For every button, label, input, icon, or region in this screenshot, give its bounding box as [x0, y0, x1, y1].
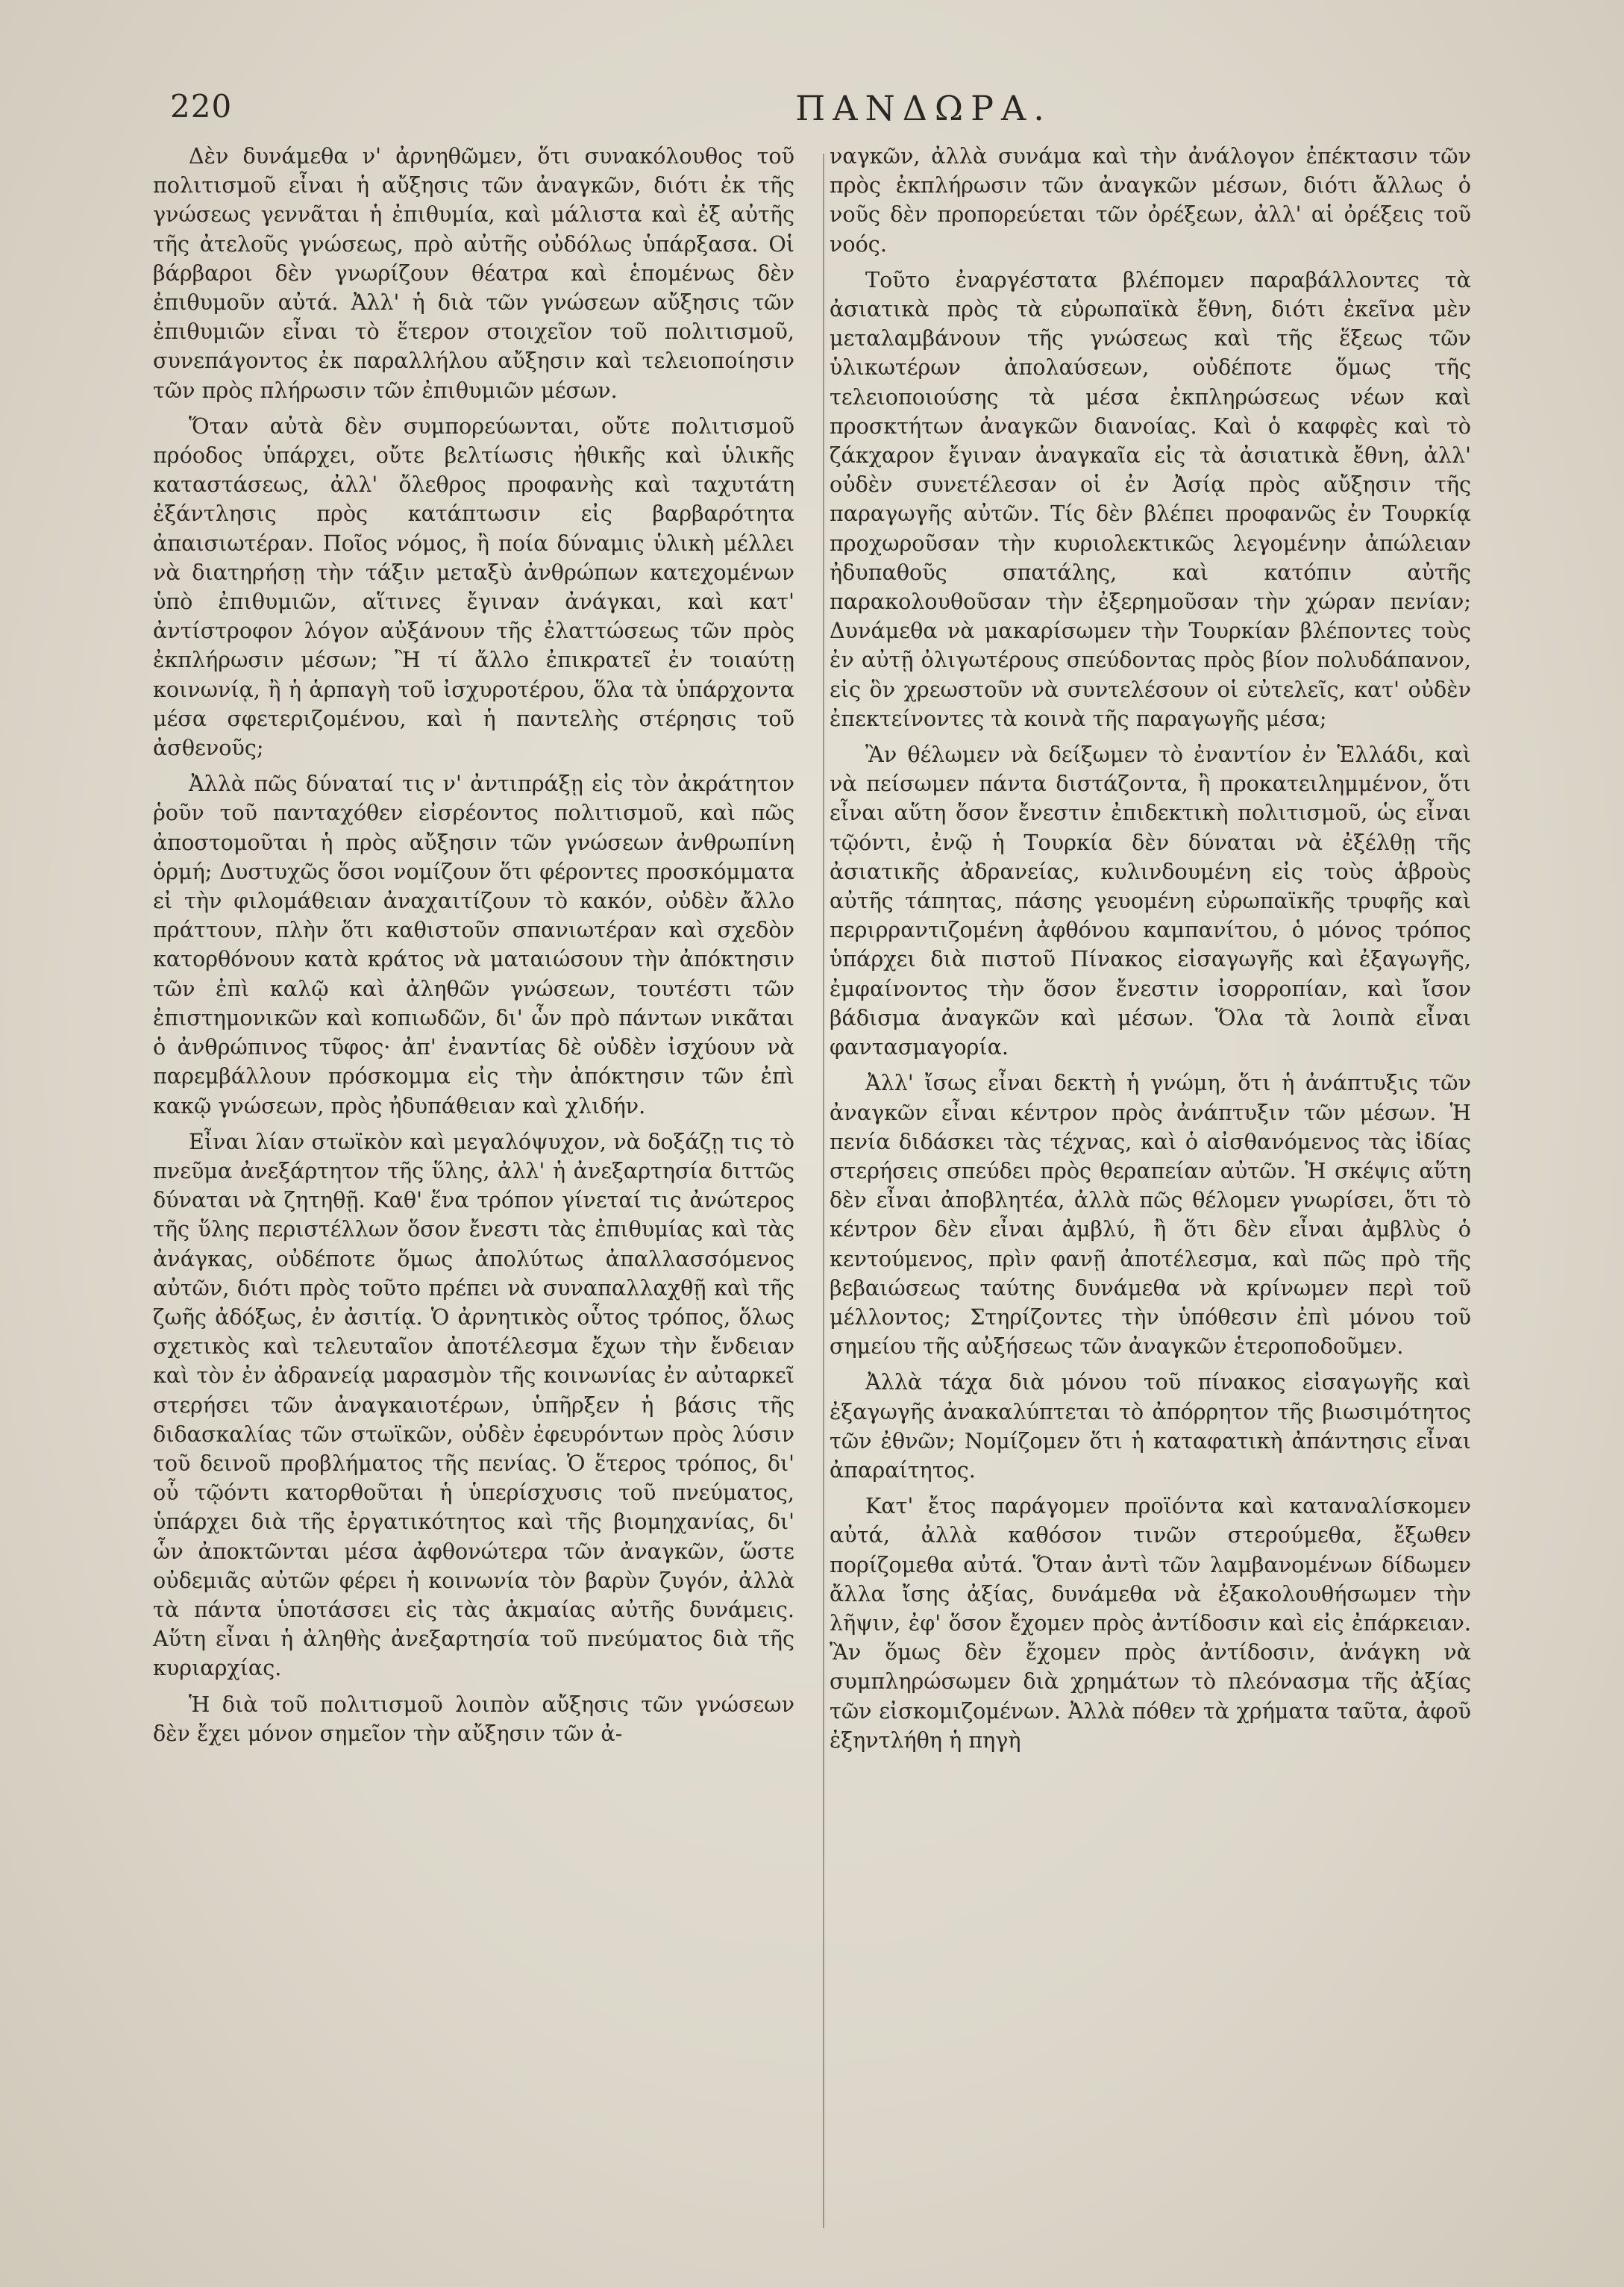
paragraph: Ἡ διὰ τοῦ πολιτισμοῦ λοιπὸν αὔξησις τῶν γνώσεων δὲν ἔχει μόνον σημεῖον τὴν αὔξησιν τῶν ἀ- [153, 1691, 794, 1746]
running-title: ΠΑΝΔΩΡΑ. [795, 88, 1052, 128]
paragraph: Εἶναι λίαν στωϊκὸν καὶ μεγαλόψυχον, νὰ δοξάζῃ τις τὸ πνεῦμα ἀνεξάρτητον τῆς ὕλης, ἀλλ' ἡ ἀνεξαρτησία διττῶς δύναται νὰ ζητηθῇ. Καθ' ἕνα τρόπον γίνεταί τις ἀνώτερος τῆς ὕλης περιστέλλων ὅσον ἔνεστι τὰς ἐπιθυμίας καὶ τὰς ἀνάγκας, οὐδέποτε ὅμως ἀπολύτως ἀπαλλασσόμενος αὐτῶν, διότι πρὸς τοῦτο πρέπει νὰ συναπαλλαχθῇ καὶ τῆς ζωῆς ἀδόξως, ἐν ἀσιτίᾳ. Ὁ ἀρνητικὸς οὗτος τρόπος, ὅλως σχετικὸς καὶ τελευταῖον ἀποτέλεσμα ἔχων τὴν ἔνδειαν καὶ τὸν ἐν ἀδρανείᾳ μαρασμὸν τῆς κοινωνίας ἐν αὐταρκεῖ στερήσει τῶν ἀναγκαιοτέρων, ὑπῆρξεν ἡ βάσις τῆς διδασκαλίας τῶν στωϊκῶν, οὐδὲν ἐφευρόντων πρὸς λύσιν τοῦ δεινοῦ προβλήματος τῆς πενίας. Ὁ ἕτερος τρόπος, δι' οὗ τῷόντι κατορθοῦται ἡ ὑπερίσχυσις τοῦ πνεύματος, ὑπάρχει διὰ τῆς ἐργατικότητος καὶ τῆς βιομηχανίας, δι' ὧν ἀποκτῶνται μέσα ἀφθονώτερα τῶν ἀναγκῶν, ὥστε οὐδεμιᾶς αὐτῶν φέρει ἡ κοινωνία τὸν βαρὺν ζυγόν, ἀλλὰ τὰ πάντα ὑποτάσσει εἰς τὰς ἀκμαίας αὐτῆς δυνάμεις. Αὕτη εἶναι ἡ ἀληθὴς ἀνεξαρτησία τοῦ πνεύματος διὰ τῆς κυριαρχίας. [153, 1128, 794, 1681]
paragraph: Κατ' ἔτος παράγομεν προϊόντα καὶ καταναλίσκομεν αὐτά, ἀλλὰ καθόσον τινῶν στερούμεθα, ἔξωθεν πορίζομεθα αὐτά. Ὅταν ἀντὶ τῶν λαμβανομένων δίδωμεν ἄλλα ἴσης ἀξίας, δυνάμεθα νὰ ἐξακολουθήσωμεν τὴν λῆψιν, ἐφ' ὅσον ἔχομεν πρὸς ἀντίδοσιν καὶ εἰς ἐπάρκειαν. Ἂν ὅμως δὲν ἔχομεν πρὸς ἀντίδοσιν, ἀνάγκη νὰ συμπληρώσωμεν διὰ χρημάτων τὸ πλεόνασμα τῆς ἀξίας τῶν εἰσκομιζομένων. Ἀλλὰ πόθεν τὰ χρήματα ταῦτα, ἀφοῦ ἐξηντλήθη ἡ πηγὴ [830, 1493, 1471, 1753]
page-number: 220 [170, 88, 233, 125]
paragraph: Ἀλλ' ἴσως εἶναι δεκτὴ ἡ γνώμη, ὅτι ἡ ἀνάπτυξις τῶν ἀναγκῶν εἶναι κέντρον πρὸς ἀνάπτυξιν τῶν μέσων. Ἡ πενία διδάσκει τὰς τέχνας, καὶ ὁ αἰσθανόμενος τὰς ἰδίας στερήσεις σπεύδει πρὸς θεραπείαν αὐτῶν. Ἡ σκέψις αὕτη δὲν εἶναι ἀποβλητέα, ἀλλὰ πῶς θέλομεν γνωρίσει, ὅτι τὸ κέντρον δὲν εἶναι ἀμβλύ, ἢ ὅτι δὲν εἶναι ἀμβλὺς ὁ κεντούμενος, πρὶν φανῇ ἀποτέλεσμα, καὶ πῶς πρὸ τῆς βεβαιώσεως ταύτης δυνάμεθα νὰ κρίνωμεν περὶ τοῦ μέλλοντος; Στηρίζοντες τὴν ὑπόθεσιν ἐπὶ μόνου τοῦ σημείου τῆς αὐξήσεως τῶν ἀναγκῶν ἑτεροποδοῦμεν. [830, 1070, 1471, 1360]
paragraph: Τοῦτο ἐναργέστατα βλέπομεν παραβάλλοντες τὰ ἀσιατικὰ πρὸς τὰ εὐρωπαϊκὰ ἔθνη, διότι ἐκεῖνα μὲν μεταλαμβάνουν τῆς γνώσεως καὶ τῆς ἕξεως τῶν ὑλικωτέρων ἀπολαύσεων, οὐδέποτε ὅμως τῆς τελειοποιούσης τὰ μέσα ἐκπληρώσεως νέων καὶ προσκτήτων ἀναγκῶν διανοίας. Καὶ ὁ καφφὲς καὶ τὸ ζάκχαρον ἔγιναν ἀναγκαῖα εἰς τὰ ἀσιατικὰ ἔθνη, ἀλλ' οὐδὲν συνετέλεσαν οἱ ἐν Ἀσίᾳ πρὸς αὔξησιν τῆς παραγωγῆς αὐτῶν. Τίς δὲν βλέπει προφανῶς ἐν Τουρκίᾳ προχωροῦσαν τὴν κυριολεκτικῶς λεγομένην ἀπώλειαν ἠδυπαθοῦς σπατάλης, καὶ κατόπιν αὐτῆς παρακολουθοῦσαν τὴν ἐξερημοῦσαν τὴν χώραν πενίαν; Δυνάμεθα νὰ μακαρίσωμεν τὴν Τουρκίαν βλέποντες τοὺς ἐν αὐτῇ ὀλιγωτέρους σπεύδοντας πρὸς βίον πολυδάπανον, εἰς ὃν χρεωστοῦν νὰ συντελέσουν οἱ εὐτελεῖς, κατ' οὐδὲν ἐπεκτείνοντες τὰ κοινὰ τῆς παραγωγῆς μέσα; [830, 266, 1471, 731]
paragraph-continued: ναγκῶν, ἀλλὰ συνάμα καὶ τὴν ἀνάλογον ἐπέκτασιν τῶν πρὸς ἐκπλήρωσιν τῶν ἀναγκῶν μέσων, διότι ἄλλως ὁ νοῦς δὲν προπορεύεται τῶν ὀρέξεων, ἀλλ' αἱ ὀρέξεις τοῦ νοός. [830, 143, 1471, 257]
paragraph: Δὲν δυνάμεθα ν' ἀρνηθῶμεν, ὅτι συνακόλουθος τοῦ πολιτισμοῦ εἶναι ἡ αὔξησις τῶν ἀναγκῶν, διότι ἐκ τῆς γνώσεως γεννᾶται ἡ ἐπιθυμία, καὶ μάλιστα καὶ ἐξ αὐτῆς τῆς ἀτελοῦς γνώσεως, πρὸ αὐτῆς οὐδόλως ὑπάρξασα. Οἱ βάρβαροι δὲν γνωρίζουν θέατρα καὶ ἑπομένως δὲν ἐπιθυμοῦν αὐτά. Ἀλλ' ἡ διὰ τῶν γνώσεων αὔξησις τῶν ἐπιθυμιῶν εἶναι τὸ ἕτερον στοιχεῖον τοῦ πολιτισμοῦ, συνεπάγοντος ἐκ παραλλήλου αὔξησιν καὶ τελειοποίησιν τῶν πρὸς πλήρωσιν τῶν ἐπιθυμιῶν μέσων. [153, 143, 794, 403]
paragraph: Ἀλλὰ τάχα διὰ μόνου τοῦ πίνακος εἰσαγωγῆς καὶ ἐξαγωγῆς ἀνακαλύπτεται τὸ ἀπόρρητον τῆς βιωσιμότητος τῶν ἐθνῶν; Νομίζομεν ὅτι ἡ καταφατικὴ ἀπάντησις εἶναι ἀπαραίτητος. [830, 1369, 1471, 1483]
paragraph: Ἀλλὰ πῶς δύναταί τις ν' ἀντιπράξῃ εἰς τὸν ἀκράτητον ῥοῦν τοῦ πανταχόθεν εἰσρέοντος πολιτισμοῦ, καὶ πῶς ἀποστομοῦται ἡ πρὸς αὔξησιν τῶν γνώσεων ἀνθρωπίνη ὁρμή; Δυστυχῶς ὅσοι νομίζουν ὅτι φέροντες προσκόμματα εἰ τὴν φιλομάθειαν ἀναχαιτίζουν τὸ κακόν, οὐδὲν ἄλλο πράττουν, πλὴν ὅτι καθιστοῦν σπανιωτέραν καὶ σχεδὸν κατορθόνουν κατὰ κράτος νὰ ματαιώσουν τὴν ἀπόκτησιν τῶν ἐπὶ καλῷ καὶ ἀληθῶν γνώσεων, τουτέστι τῶν ἐπιστημονικῶν καὶ κοπιωδῶν, δι' ὧν πρὸ πάντων νικᾶται ὁ ἀνθρώπινος τῦφος· ἀπ' ἐναντίας δὲ οὐδὲν ἰσχύουν νὰ παρεμβάλλουν πρόσκομμα εἰς τὴν ἀπόκτησιν τῶν ἐπὶ κακῷ γνώσεων, πρὸς ἠδυπάθειαν καὶ χλιδήν. [153, 771, 794, 1119]
paragraph: Ὅταν αὐτὰ δὲν συμπορεύωνται, οὔτε πολιτισμοῦ πρόοδος ὑπάρχει, οὔτε βελτίωσις ἠθικῆς καὶ ὑλικῆς καταστάσεως, ἀλλ' ὄλεθρος προφανὴς καὶ ταχυτάτη ἐξάντλησις πρὸς κατάπτωσιν εἰς βαρβαρότητα ἀπαισιωτέραν. Ποῖος νόμος, ἢ ποία δύναμις ὑλικὴ μέλλει νὰ διατηρήσῃ τὴν τάξιν μεταξὺ ἀνθρώπων κατεχομένων ὑπὸ ἐπιθυμιῶν, αἵτινες ἔγιναν ἀνάγκαι, καὶ κατ' ἀντίστροφον λόγον αὐξάνουν τῆς ἐλαττώσεως τῶν πρὸς ἐκπλήρωσιν μέσων; Ἢ τί ἄλλο ἐπικρατεῖ ἐν τοιαύτῃ κοινωνίᾳ, ἢ ἡ ἁρπαγὴ τοῦ ἰσχυροτέρου, ὅλα τὰ ὑπάρχοντα μέσα σφετεριζομένου, καὶ ἡ παντελὴς στέρησις τοῦ ἀσθενοῦς; [153, 413, 794, 761]
right-column [830, 142, 1471, 1755]
page-header [170, 88, 1476, 140]
paragraph: Ἂν θέλωμεν νὰ δείξωμεν τὸ ἐναντίον ἐν Ἑλλάδι, καὶ νὰ πείσωμεν πάντα διστάζοντα, ἢ προκατειλημμένον, ὅτι εἶναι αὕτη ὅσον ἔνεστιν ἐπιδεκτικὴ πολιτισμοῦ, ὡς εἶναι τῷόντι, ἐνῷ ἡ Τουρκία δὲν δύναται νὰ ἐξέλθῃ τῆς ἀσιατικῆς ἀδρανείας, κυλινδουμένη εἰς τοὺς ἁβροὺς αὐτῆς τάπητας, πάσης γευομένη εὐρωπαϊκῆς τρυφῆς καὶ περιρραντιζομένη ἀφθόνου καμπανίτου, ὁ μόνος τρόπος ὑπάρχει διὰ πιστοῦ Πίνακος εἰσαγωγῆς καὶ ἐξαγωγῆς, ἐμφαίνοντος τὴν ὅσον ἔνεστιν ἰσορροπίαν, καὶ ἴσον βάδισμα ἀναγκῶν καὶ μέσων. Ὅλα τὰ λοιπὰ εἶναι φαντασμαγορία. [830, 742, 1471, 1060]
column-divider [823, 154, 824, 2228]
left-column [153, 142, 794, 1748]
